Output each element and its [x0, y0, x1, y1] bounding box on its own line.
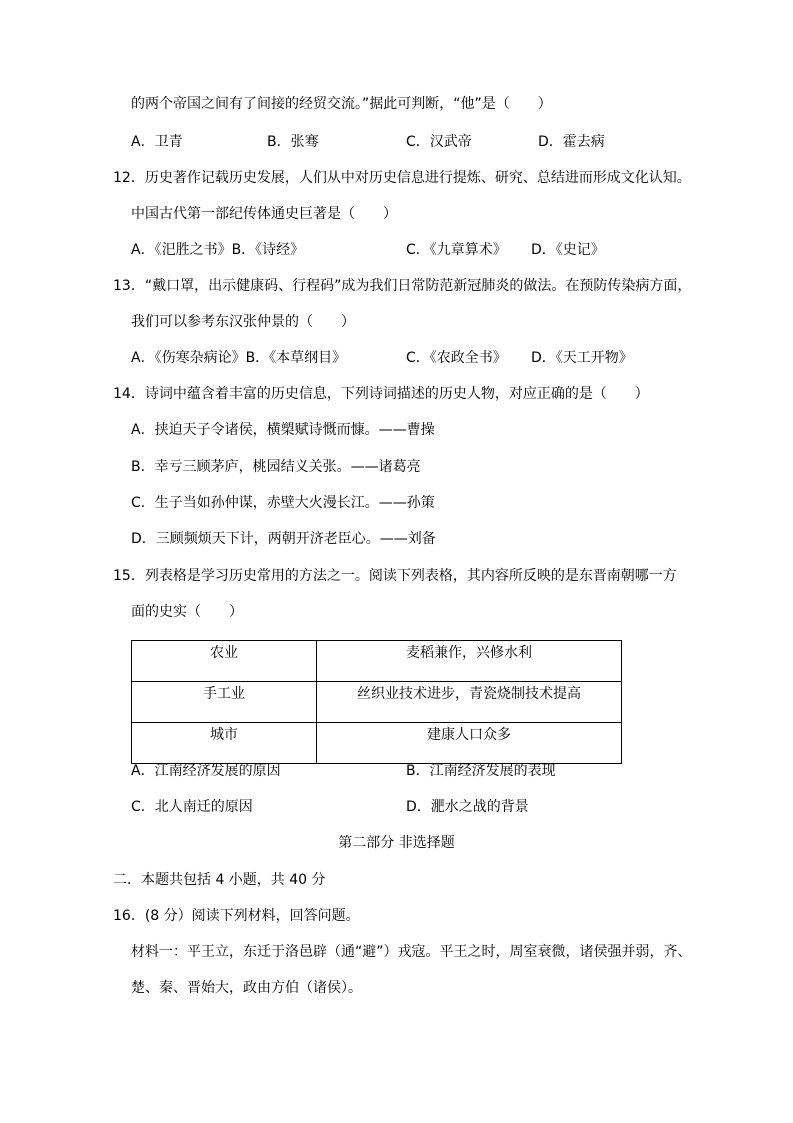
cell-text: 建康人口众多	[427, 727, 511, 743]
q11-stem-continuation: 的两个帝国之间有了间接的经贸交流。”据此可判断，“他”是（ ）	[131, 96, 552, 112]
q15-option-a: A．江南经济发展的原因	[131, 763, 281, 779]
q12-option-c: C．《九章算术》	[406, 242, 507, 258]
q11-option-b: B．张骞	[267, 134, 319, 150]
q12-stem-line1: 12．历史著作记载历史发展，人们从中对历史信息进行提炼、研究、总结进而形成文化认知。	[113, 170, 691, 186]
q14-option-d: D．三顾频烦天下计，两朝开济老臣心。——刘备	[131, 531, 436, 547]
cell-text: 城市	[210, 727, 238, 743]
table-cell	[317, 641, 622, 682]
table-cell	[132, 723, 317, 764]
q13-stem-line2: 我们可以参考东汉张仲景的（ ）	[131, 314, 355, 330]
q11-option-d: D．霍去病	[538, 134, 605, 150]
q15-option-d: D．淝水之战的背景	[406, 799, 529, 815]
q14-stem: 14．诗词中蕴含着丰富的历史信息，下列诗词描述的历史人物，对应正确的是（ ）	[113, 386, 649, 402]
q16-material-line2: 楚、秦、晋始大，政由方伯（诸侯）。	[131, 980, 362, 996]
q15-stem-line1: 15．列表格是学习历史常用的方法之一。阅读下列表格，其内容所反映的是东晋南朝哪一方	[113, 568, 677, 584]
q15-table	[131, 640, 622, 764]
table-cell	[132, 641, 317, 682]
q12-option-d: D．《史记》	[531, 242, 605, 258]
q13-option-c: C．《农政全书》	[406, 350, 507, 366]
q11-option-a: A．卫青	[131, 134, 183, 150]
table-row	[132, 641, 622, 682]
cell-text: 麦稻兼作，兴修水利	[406, 645, 532, 661]
q12-option-ab: A．《汜胜之书》B．《诗经》	[131, 242, 305, 258]
table-cell	[317, 682, 622, 723]
q15-option-b: B．江南经济发展的表现	[406, 763, 556, 779]
q15-stem-line2: 面的史实（ ）	[131, 604, 243, 620]
cell-text: 农业	[210, 645, 238, 661]
q14-option-a: A．挟迫天子令诸侯，横槊赋诗慨而慷。——曹操	[131, 422, 435, 438]
cell-text: 丝织业技术进步，青瓷烧制技术提高	[357, 686, 581, 702]
section-heading: 二．本题共包括 4 小题，共 40 分	[113, 872, 326, 888]
q12-stem-line2: 中国古代第一部纪传体通史巨著是（ ）	[131, 206, 397, 222]
q13-stem-line1: 13．“戴口罩，出示健康码、行程码”成为我们日常防范新冠肺炎的做法。在预防传染病方面，	[113, 278, 692, 294]
table-cell	[317, 723, 622, 764]
q14-option-b: B．幸亏三顾茅庐，桃园结义关张。——诸葛亮	[131, 459, 421, 475]
table-row	[132, 682, 622, 723]
q13-option-d: D．《天工开物》	[531, 350, 633, 366]
table-row	[132, 723, 622, 764]
part2-title: 第二部分 非选择题	[338, 835, 455, 851]
table-cell	[132, 682, 317, 723]
q11-option-c: C．汉武帝	[406, 134, 472, 150]
q16-material-line1: 材料一：平王立，东迁于洛邑辟（通“避”）戎寇。平王之时，周室衰微，诸侯强并弱，齐、	[131, 944, 692, 960]
q16-stem: 16．(8 分）阅读下列材料，回答问题。	[113, 908, 360, 924]
q15-option-c: C．北人南迁的原因	[131, 799, 253, 815]
cell-text: 手工业	[203, 686, 245, 702]
q14-option-c: C．生子当如孙仲谋，赤壁大火漫长江。——孙策	[131, 495, 435, 511]
q13-option-ab: A．《伤寒杂病论》B．《本草纲目》	[131, 350, 347, 366]
